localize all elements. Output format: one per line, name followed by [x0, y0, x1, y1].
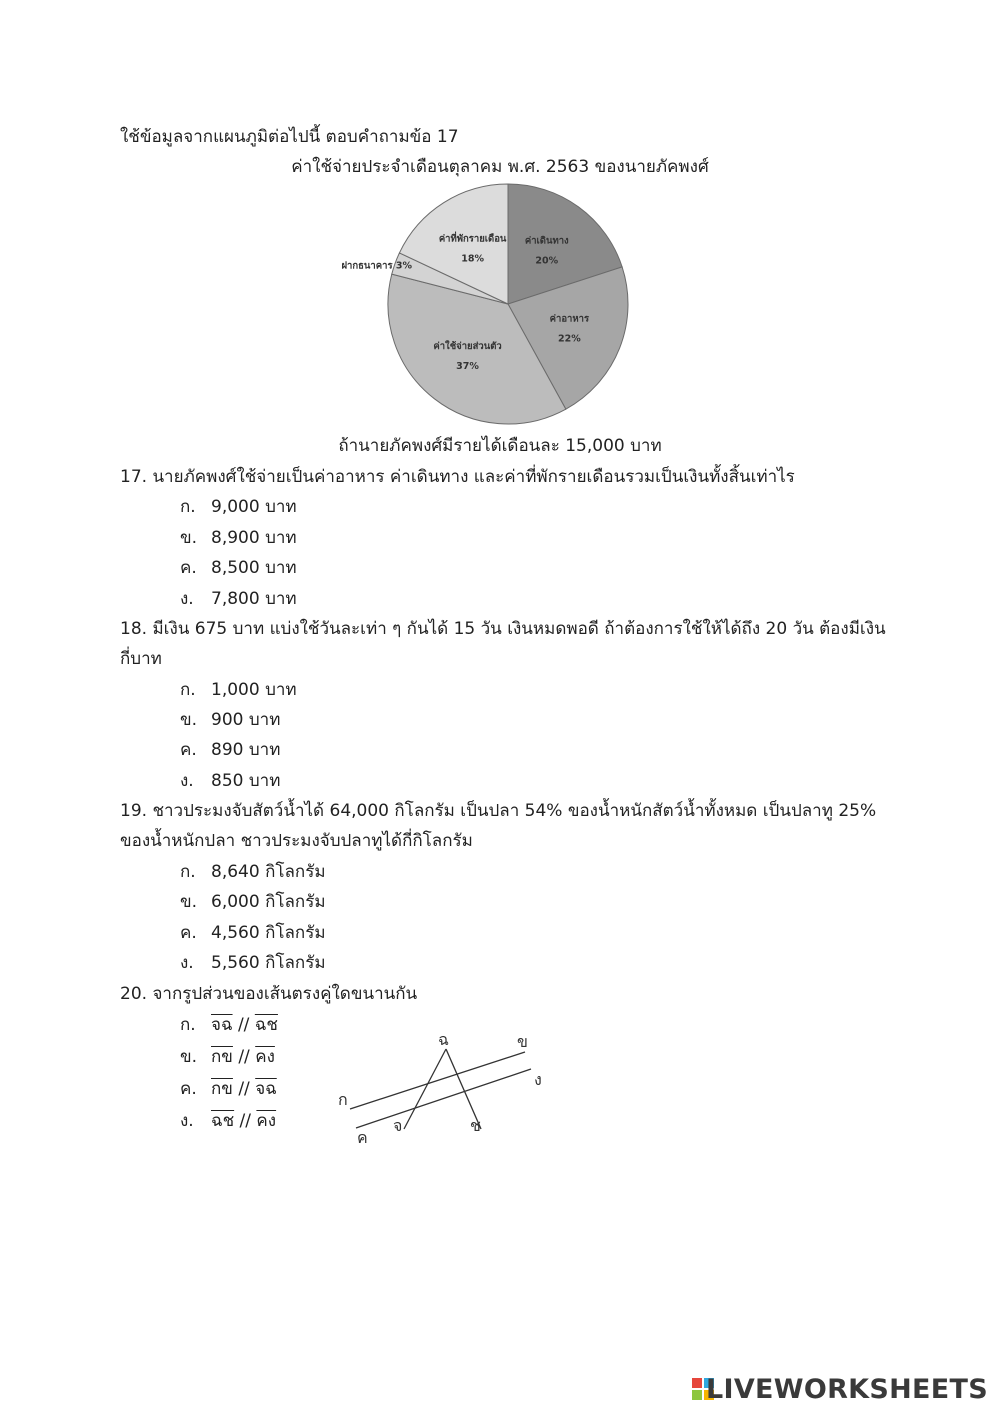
intro-text: ใช้ข้อมูลจากแผนภูมิต่อไปนี้ ตอบคำถามข้อ 17: [120, 127, 459, 147]
option-text: 8,500 บาท: [211, 558, 297, 578]
q19-text-line1: 19. ชาวประมงจับสัตว์น้ำได้ 64,000 กิโลกรัม เป็นปลา 54% ของน้ำหนักสัตว์น้ำทั้งหมด เป็นปลาทู 25%: [120, 801, 877, 821]
q17-option-c[interactable]: [180, 557, 297, 579]
option-label: ค.: [180, 923, 197, 943]
slice-value-label: 22%: [557, 333, 581, 345]
option-label: ง.: [180, 953, 194, 973]
parallel-sign: //: [238, 1047, 250, 1067]
segment-2: จฉ: [255, 1079, 277, 1099]
option-label: ค.: [180, 740, 197, 760]
q18-option-a[interactable]: [180, 679, 297, 701]
chart-title: ค่าใช้จ่ายประจำเดือนตุลาคม พ.ศ. 2563 ของนายภัคพงศ์: [291, 157, 709, 177]
segment-2: ฉช: [254, 1015, 278, 1035]
logo-square: [692, 1378, 702, 1388]
point-kho-label: ค: [357, 1128, 368, 1147]
income-note: ถ้านายภัคพงศ์มีรายได้เดือนละ 15,000 บาท: [338, 436, 662, 456]
slice-label: ค่าใช้จ่ายส่วนตัว: [433, 341, 502, 353]
q18-text-line2: กี่บาท: [120, 649, 162, 669]
option-label: ง.: [180, 771, 194, 791]
parallel-sign: //: [237, 1015, 250, 1035]
q19-option-b[interactable]: [180, 891, 326, 913]
segment-2: คง: [256, 1111, 277, 1131]
parallel-lines-diagram: [330, 1025, 560, 1150]
q20-text: 20. จากรูปส่วนของเส้นตรงคู่ใดขนานกัน: [120, 984, 418, 1004]
segment-1: ฉช: [211, 1111, 235, 1131]
slice-label: ค่าอาหาร: [549, 313, 590, 325]
q20-option-d[interactable]: [180, 1110, 276, 1132]
brand-name: LIVEWORKSHEETS: [705, 1374, 988, 1405]
q17-option-a[interactable]: [180, 496, 297, 518]
q17-text: 17. นายภัคพงศ์ใช้จ่ายเป็นค่าอาหาร ค่าเดินทาง และค่าที่พักรายเดือนรวมเป็นเงินทั้งสิ้นเท่าไร: [120, 467, 795, 487]
option-label: ค.: [180, 1079, 197, 1099]
option-text: 4,560 กิโลกรัม: [211, 923, 326, 943]
option-label: ข.: [180, 710, 198, 730]
point-ch-label: จ: [393, 1116, 403, 1135]
slice-label: ฝากธนาคาร 3%: [341, 260, 412, 272]
q17-option-b[interactable]: [180, 527, 297, 549]
q18-option-b[interactable]: [180, 709, 280, 731]
option-label: ง.: [180, 589, 194, 609]
option-text: 900 บาท: [211, 710, 281, 730]
segment-2: คง: [255, 1047, 275, 1067]
point-chh-label: ฉ: [438, 1030, 449, 1049]
option-text: 8,900 บาท: [211, 528, 297, 548]
option-text: 8,640 กิโลกรัม: [211, 862, 326, 882]
segment-1: กข: [211, 1047, 233, 1067]
option-label: ง.: [180, 1111, 194, 1131]
parallel-sign: //: [238, 1079, 250, 1099]
point-k-label: ก: [338, 1090, 348, 1109]
q17-option-d[interactable]: [180, 588, 297, 610]
option-label: ข.: [180, 528, 198, 548]
q19-option-d[interactable]: [180, 952, 326, 974]
slice-value-label: 20%: [535, 255, 559, 267]
q19-option-a[interactable]: [180, 861, 326, 883]
segment-1: กข: [211, 1079, 233, 1099]
slice-value-label: 37%: [456, 361, 479, 373]
segment-1: จฉ: [211, 1015, 233, 1035]
option-text: 9,000 บาท: [211, 497, 297, 517]
option-text: 850 บาท: [211, 771, 281, 791]
q18-text-line1: 18. มีเงิน 675 บาท แบ่งใช้วันละเท่า ๆ กันได้ 15 วัน เงินหมดพอดี ถ้าต้องการใช้ให้ได้ถึง 20 วัน ต้องมีเงิน: [120, 619, 886, 639]
slice-label: ค่าที่พักรายเดือน: [438, 233, 507, 245]
slice-value-label: 18%: [461, 253, 485, 265]
option-label: ข.: [180, 892, 198, 912]
option-label: ก.: [180, 862, 196, 882]
q20-option-c[interactable]: [180, 1078, 277, 1100]
option-label: ก.: [180, 680, 196, 700]
point-kh-label: ข: [517, 1032, 528, 1051]
option-text: 7,800 บาท: [211, 589, 297, 609]
parallel-sign: //: [239, 1111, 251, 1131]
q18-option-c[interactable]: [180, 739, 280, 761]
q18-option-d[interactable]: [180, 770, 280, 792]
option-label: ค.: [180, 558, 197, 578]
option-text: 890 บาท: [211, 740, 281, 760]
pie-chart: [341, 178, 640, 428]
logo-square: [692, 1390, 702, 1400]
q20-option-a[interactable]: [180, 1014, 278, 1036]
option-label: ข.: [180, 1047, 198, 1067]
point-chch-label: ช: [470, 1116, 481, 1135]
q19-option-c[interactable]: [180, 922, 326, 944]
slice-label: ค่าเดินทาง: [524, 235, 569, 247]
q19-text-line2: ของน้ำหนักปลา ชาวประมงจับปลาทูได้กี่กิโลกรัม: [120, 831, 473, 851]
point-ng-label: ง: [534, 1070, 542, 1089]
option-text: 5,560 กิโลกรัม: [211, 953, 326, 973]
option-label: ก.: [180, 1015, 196, 1035]
option-label: ก.: [180, 497, 196, 517]
option-text: 6,000 กิโลกรัม: [211, 892, 326, 912]
q20-option-b[interactable]: [180, 1046, 275, 1068]
option-text: 1,000 บาท: [211, 680, 297, 700]
